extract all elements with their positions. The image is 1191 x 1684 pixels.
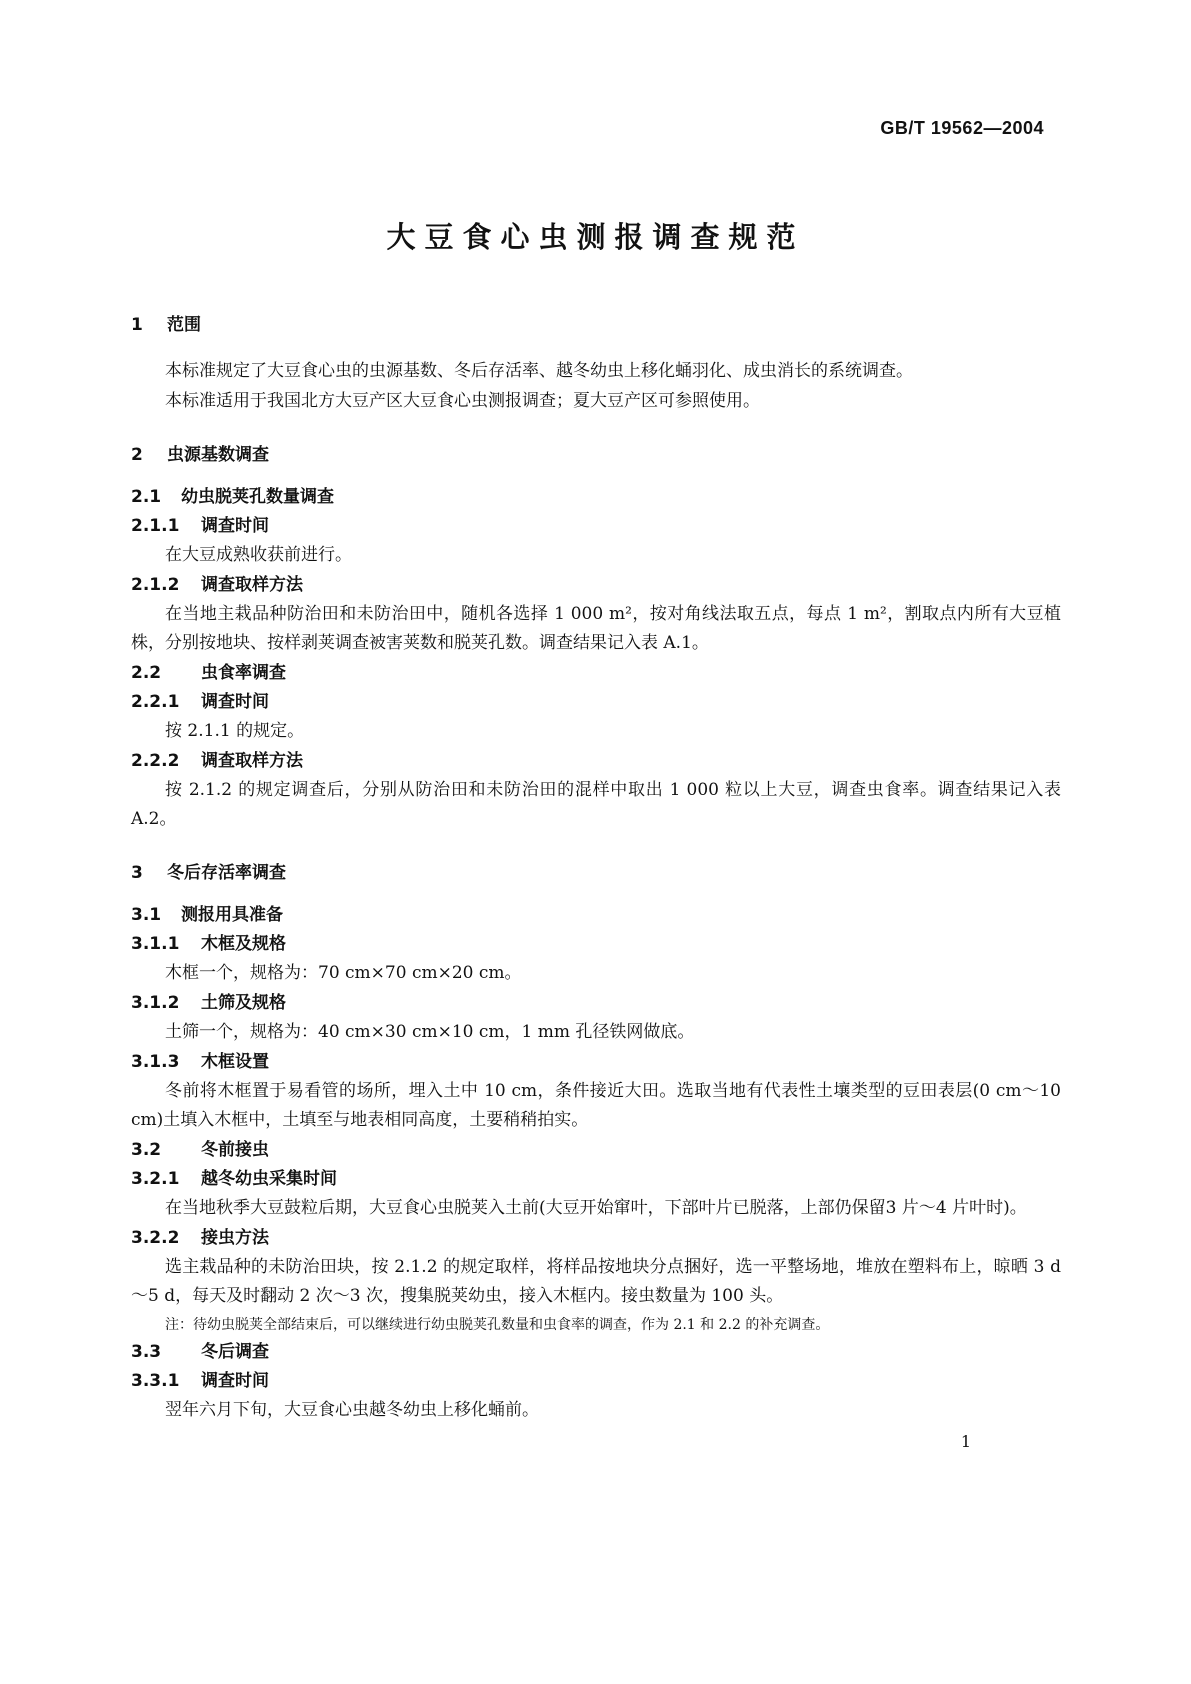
section-number: 3.1.2 [131,993,180,1013]
section-title: 调查时间 [201,516,269,536]
paragraph: 冬前将木框置于易看管的场所，埋入土中 10 cm，条件接近大田。选取当地有代表性土壤类型的豆田表层(0 cm～10 cm)土填入木框中，土填至与地表相同高度，土要稍稍拍实。 [131,1081,1061,1130]
section-title: 接虫方法 [201,1228,269,1248]
section-number: 2.2 [131,663,162,683]
section-title: 范围 [167,315,201,335]
section-1-heading [131,312,1061,338]
section-number: 3.2 [131,1140,162,1160]
paragraph: 选主栽品种的未防治田块，按 2.1.2 的规定取样，将样品按地块分点捆好，选一平整场地，堆放在塑料布上，晾晒 3 d～5 d，每天及时翻动 2 次～3 次，搜集脱荚幼虫，接入木框内。接虫数量为 100 头。 [131,1257,1061,1306]
subsection-heading [131,1338,1061,1367]
section-title: 幼虫脱荚孔数量调查 [181,487,334,507]
section-title: 木框及规格 [201,934,286,954]
section-number: 2.2.1 [131,692,180,712]
section-title: 调查时间 [201,692,269,712]
section-number: 3.1.1 [131,934,180,954]
clause-heading [131,1048,1061,1077]
section-title: 木框设置 [201,1052,269,1072]
section-number: 2.1 [131,487,162,507]
clause-heading [131,1367,1061,1396]
subsection-heading [131,659,1061,688]
section-number: 3.3.1 [131,1371,180,1391]
section-number: 2 [131,445,143,465]
clause-heading [131,1224,1061,1253]
section-title: 测报用具准备 [181,905,283,925]
clause-heading [131,930,1061,959]
section-title: 冬后调查 [201,1342,269,1362]
paragraph: 土筛一个，规格为：40 cm×30 cm×10 cm，1 mm 孔径铁网做底。 [165,1022,695,1042]
section-number: 3.3 [131,1342,162,1362]
paragraph: 按 2.1.2 的规定调查后，分别从防治田和未防治田的混样中取出 1 000 粒以上大豆，调查虫食率。调查结果记入表 A.2。 [131,780,1061,829]
section-title: 土筛及规格 [201,993,286,1013]
section-title: 虫食率调查 [201,663,286,683]
paragraph: 在当地秋季大豆鼓粒后期，大豆食心虫脱荚入土前(大豆开始窜叶，下部叶片已脱落，上部仍保留3 片～4 片叶时)。 [165,1198,1027,1218]
section-number: 2.2.2 [131,751,180,771]
paragraph: 木框一个，规格为：70 cm×70 cm×20 cm。 [165,963,522,983]
clause-heading [131,688,1061,717]
section-number: 1 [131,315,143,335]
clause-heading [131,747,1061,776]
paragraph: 本标准规定了大豆食心虫的虫源基数、冬后存活率、越冬幼虫上移化蛹羽化、成虫消长的系统调查。 [165,361,913,381]
section-title: 调查时间 [201,1371,269,1391]
section-title: 越冬幼虫采集时间 [201,1169,337,1189]
note: 注：待幼虫脱荚全部结束后，可以继续进行幼虫脱荚孔数量和虫食率的调查，作为 2.1 和 2.2 的补充调查。 [165,1317,830,1333]
section-title: 虫源基数调查 [167,445,269,465]
section-number: 3.2.2 [131,1228,180,1248]
section-2-heading [131,442,1061,468]
document-title: 大豆食心虫测报调查规范 [386,220,805,254]
paragraph: 在大豆成熟收获前进行。 [165,545,352,565]
section-number: 3.1.3 [131,1052,180,1072]
paragraph: 本标准适用于我国北方大豆产区大豆食心虫测报调查；夏大豆产区可参照使用。 [165,391,760,411]
clause-heading [131,512,1061,541]
clause-heading [131,1165,1061,1194]
section-number: 3.2.1 [131,1169,180,1189]
paragraph: 翌年六月下旬，大豆食心虫越冬幼虫上移化蛹前。 [165,1400,539,1420]
paragraph: 在当地主栽品种防治田和未防治田中，随机各选择 1 000 m²，按对角线法取五点，每点 1 m²，割取点内所有大豆植株，分别按地块、按样剥荚调查被害荚数和脱荚孔数。调查结果记入表 A.1。 [131,604,1061,653]
section-title: 调查取样方法 [201,575,303,595]
section-number: 3 [131,863,143,883]
clause-heading [131,989,1061,1018]
subsection-heading [131,483,1061,512]
subsection-heading [131,1136,1061,1165]
clause-heading [131,571,1061,600]
subsection-heading [131,901,1061,930]
section-title: 调查取样方法 [201,751,303,771]
section-title: 冬后存活率调查 [167,863,286,883]
paragraph: 按 2.1.1 的规定。 [165,721,305,741]
section-number: 2.1.1 [131,516,180,536]
page-number: 1 [960,1432,971,1451]
section-number: 3.1 [131,905,162,925]
section-number: 2.1.2 [131,575,180,595]
section-3-heading [131,860,1061,886]
standard-number: GB/T 19562—2004 [880,118,1044,138]
section-title: 冬前接虫 [201,1140,269,1160]
document-body [131,312,1061,1426]
